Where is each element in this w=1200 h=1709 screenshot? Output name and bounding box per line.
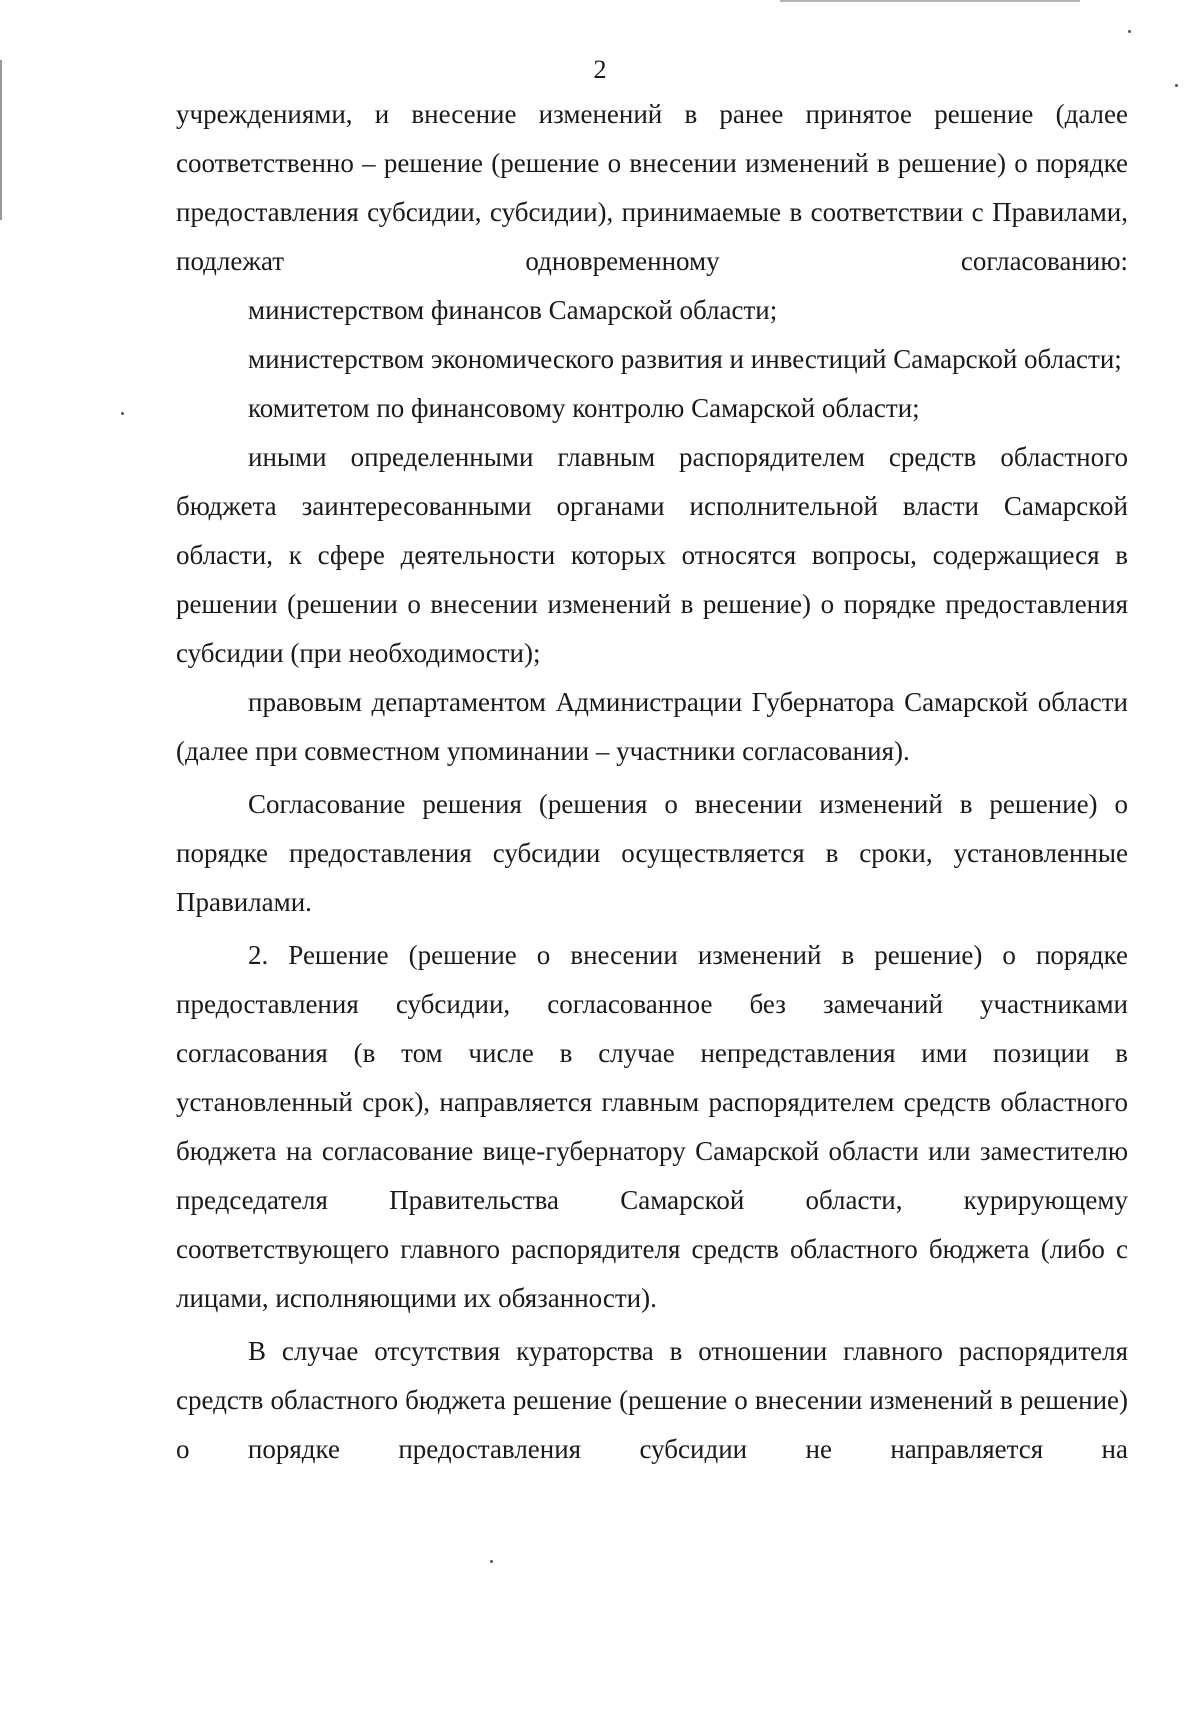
scan-speck [121,412,124,415]
document-body [176,90,1128,1474]
paragraph-approval-terms: Согласование решения (решения о внесении изменений в решение) о порядке предоставления субсидии осуществляется в сроки, установленные Правилами. [176,789,1128,917]
paragraph-ministry-finance: министерством финансов Самарской области; [248,295,778,325]
paragraph-legal-department: правовым департаментом Администрации Губернатора Самарской области (далее при совместном упоминании – участники согласования). [176,687,1128,766]
paragraph-ministry-economy: министерством экономического развития и инвестиций Самарской области; [248,344,1122,374]
scan-edge-top [780,0,1080,2]
paragraph-no-curator: В случае отсутствия кураторства в отношении главного распорядителя средств областного бюджета решение (решение о внесении изменений в решение) о порядке предоставления субсидии не направляется на [176,1336,1128,1464]
scan-speck [490,1560,493,1563]
page-number: 2 [593,55,607,84]
paragraph-financial-control-committee: комитетом по финансовому контролю Самарской области; [248,393,920,423]
paragraph-item-2: 2. Решение (решение о внесении изменений в решение) о порядке предоставления субсидии, согласованное без замечаний участниками согласования (в том числе в случае непредставления ими позиции в установленный срок), направляется главным распорядителем средств областного бюджета на согласование вице-губернатору Самарской области или заместителю председателя Правительства Самарской области, курирующему соответствующего главного распорядителя средств областного бюджета (либо с лицами, исполняющими их обязанности). [176,940,1128,1313]
scan-speck [1128,30,1131,33]
paragraph-continuation: учреждениями, и внесение изменений в ранее принятое решение (далее соответственно – решение (решение о внесении изменений в решение) о порядке предоставления субсидии, субсидии), принимаемые в соответствии с Правилами, подлежат одновременному согласованию: [176,99,1128,276]
paragraph-other-executive-bodies: иными определенными главным распорядителем средств областного бюджета заинтересованными органами исполнительной власти Самарской области, к сфере деятельности которых относятся вопросы, содержащиеся в решении (решении о внесении изменений в решение) о порядке предоставления субсидии (при необходимости); [176,442,1128,668]
